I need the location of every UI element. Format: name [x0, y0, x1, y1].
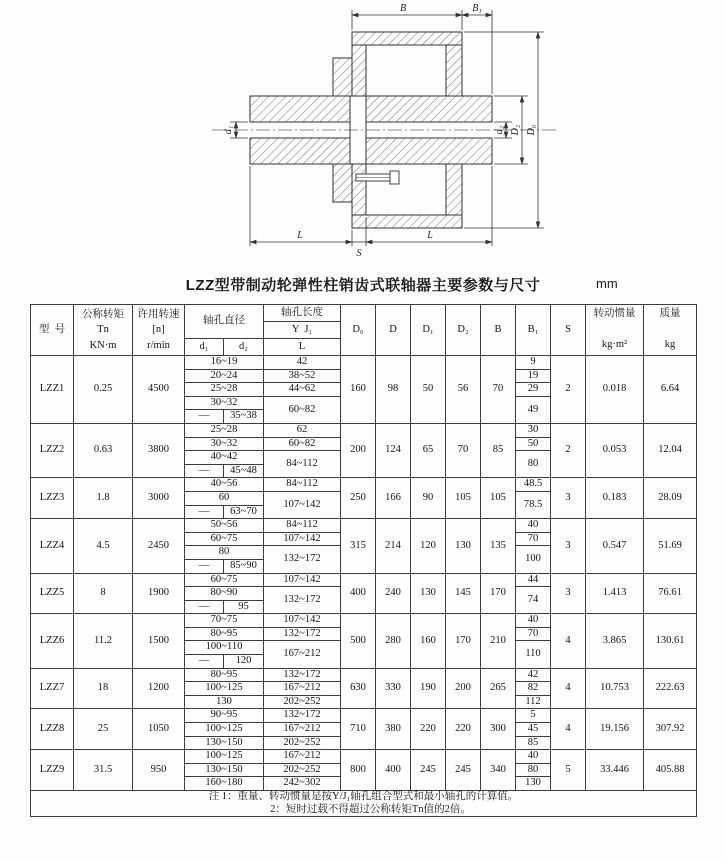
- speed-cell: 1050: [133, 709, 185, 750]
- B1-cell: 5: [516, 709, 551, 723]
- D-cell: 98: [376, 356, 411, 424]
- bore-range-cell: 30~32: [185, 437, 264, 451]
- dim-label-L-left: L: [297, 230, 303, 241]
- unit-label: mm: [596, 276, 618, 291]
- model-cell: LZZ1: [31, 356, 74, 424]
- length-cell: 42: [264, 356, 341, 370]
- D1-cell: 90: [411, 478, 446, 519]
- bore-range-cell: 90~95: [185, 709, 264, 723]
- D0-cell: 315: [341, 519, 376, 573]
- length-cell: 202~252: [264, 695, 341, 709]
- B1-cell: 78.5: [516, 491, 551, 518]
- D0-cell: 630: [341, 668, 376, 709]
- D1-cell: 190: [411, 668, 446, 709]
- bore-range-cell: 60~75: [185, 573, 264, 587]
- dim-label-B: B: [399, 3, 407, 14]
- dim-label-D0: D₀: [526, 124, 537, 136]
- torque-cell: 25: [74, 709, 133, 750]
- table-row: [31, 709, 697, 723]
- length-cell: 38~52: [264, 369, 341, 383]
- bore-range-cell: 16~19: [185, 356, 264, 370]
- col-header-d1: d₁: [185, 339, 224, 356]
- B-cell: 170: [481, 573, 516, 614]
- col-header-torque: [74, 305, 133, 356]
- bore-d1-cell: —: [185, 655, 224, 669]
- table-row: [31, 573, 697, 587]
- B-cell: 105: [481, 478, 516, 519]
- D2-cell: 105: [446, 478, 481, 519]
- B1-cell: 85: [516, 736, 551, 750]
- bore-d2-cell: 35~38: [224, 410, 264, 424]
- torque-cell: 18: [74, 668, 133, 709]
- length-cell: 107~142: [264, 614, 341, 628]
- length-cell: 167~212: [264, 641, 341, 668]
- length-cell: 84~112: [264, 451, 341, 478]
- bore-range-cell: 25~28: [185, 383, 264, 397]
- bore-range-cell: 160~180: [185, 777, 264, 791]
- dim-label-d2: d₂: [494, 125, 505, 135]
- bore-range-cell: 80~95: [185, 627, 264, 641]
- D1-cell: 220: [411, 709, 446, 750]
- dim-label-B1: B₁: [472, 3, 482, 14]
- bore-range-cell: 100~125: [185, 723, 264, 737]
- length-cell: 44~62: [264, 383, 341, 397]
- B1-cell: 130: [516, 777, 551, 791]
- bore-range-cell: 30~32: [185, 396, 264, 410]
- D2-cell: 145: [446, 573, 481, 614]
- D1-cell: 50: [411, 356, 446, 424]
- mass-cell: 51.69: [644, 519, 697, 573]
- col-header-D1: D₁: [411, 305, 446, 356]
- B-cell: 300: [481, 709, 516, 750]
- bore-d1-cell: —: [185, 464, 224, 478]
- length-cell: 84~112: [264, 519, 341, 533]
- dim-label-D2: D₂: [510, 124, 521, 136]
- B-cell: 265: [481, 668, 516, 709]
- B1-cell: 42: [516, 668, 551, 682]
- B1-cell: 110: [516, 641, 551, 668]
- D2-cell: 200: [446, 668, 481, 709]
- B1-cell: 40: [516, 519, 551, 533]
- technical-drawing: [0, 0, 726, 272]
- model-cell: LZZ2: [31, 423, 74, 477]
- S-cell: 5: [551, 750, 586, 791]
- B1-cell: 49: [516, 396, 551, 423]
- title-row: [0, 274, 726, 300]
- bore-range-cell: 100~125: [185, 750, 264, 764]
- mass-cell: 28.09: [644, 478, 697, 519]
- inertia-cell: 0.053: [586, 423, 644, 477]
- bore-range-cell: 130~150: [185, 736, 264, 750]
- table-row: [31, 519, 697, 533]
- B1-cell: 30: [516, 423, 551, 437]
- spec-table-body: [31, 356, 697, 791]
- dim-label-S: S: [356, 248, 362, 259]
- D-cell: 330: [376, 668, 411, 709]
- inertia-cell: 1.413: [586, 573, 644, 614]
- inertia-header-line: 转动惯量: [593, 308, 636, 319]
- bore-d2-cell: 45~48: [224, 464, 264, 478]
- bore-d1-cell: —: [185, 410, 224, 424]
- col-header-L: L: [264, 339, 341, 356]
- speed-cell: 1900: [133, 573, 185, 614]
- torque-cell: 1.8: [74, 478, 133, 519]
- bore-d2-cell: 63~70: [224, 505, 264, 519]
- D-cell: 280: [376, 614, 411, 668]
- torque-header-symbol: Tn: [97, 324, 109, 336]
- speed-header-symbol: [n]: [152, 324, 165, 336]
- col-header-B1: B₁: [516, 305, 551, 356]
- length-cell: 132~172: [264, 546, 341, 573]
- model-cell: LZZ3: [31, 478, 74, 519]
- inertia-cell: 19.156: [586, 709, 644, 750]
- B-cell: 135: [481, 519, 516, 573]
- dim-label-L-right: L: [427, 230, 433, 241]
- bore-range-cell: 100~110: [185, 641, 264, 655]
- length-cell: 107~142: [264, 532, 341, 546]
- model-cell: LZZ5: [31, 573, 74, 614]
- col-header-d2: d₂: [224, 339, 264, 356]
- col-header-mass: [644, 305, 697, 356]
- bore-d2-cell: 85~90: [224, 559, 264, 573]
- D0-cell: 710: [341, 709, 376, 750]
- S-cell: 4: [551, 668, 586, 709]
- table-row: [31, 614, 697, 628]
- bore-range-cell: 80~95: [185, 668, 264, 682]
- D-cell: 214: [376, 519, 411, 573]
- D0-cell: 160: [341, 356, 376, 424]
- B1-cell: 80: [516, 763, 551, 777]
- length-cell: 202~252: [264, 763, 341, 777]
- B1-cell: 40: [516, 614, 551, 628]
- speed-header-line: 许用转速: [137, 309, 180, 321]
- D2-cell: 245: [446, 750, 481, 791]
- length-cell: 167~212: [264, 682, 341, 696]
- torque-cell: 31.5: [74, 750, 133, 791]
- bore-d1-cell: —: [185, 505, 224, 519]
- drawing-area: [0, 0, 726, 272]
- length-cell: 62: [264, 423, 341, 437]
- dim-label-d1: d₁: [223, 125, 234, 135]
- S-cell: 2: [551, 423, 586, 477]
- speed-cell: 4500: [133, 356, 185, 424]
- S-cell: 2: [551, 356, 586, 424]
- speed-cell: 1200: [133, 668, 185, 709]
- B1-cell: 50: [516, 437, 551, 451]
- length-cell: 60~82: [264, 437, 341, 451]
- mass-header-unit: kg: [664, 339, 676, 351]
- table-row: [31, 668, 697, 682]
- table-row: [31, 356, 697, 370]
- length-cell: 167~212: [264, 723, 341, 737]
- mass-cell: 6.64: [644, 356, 697, 424]
- bore-range-cell: 25~28: [185, 423, 264, 437]
- length-cell: 132~172: [264, 627, 341, 641]
- bore-range-cell: 70~75: [185, 614, 264, 628]
- table-row: [31, 750, 697, 764]
- bore-range-cell: 80~90: [185, 587, 264, 601]
- speed-cell: 1500: [133, 614, 185, 668]
- col-header-D0: D₀: [341, 305, 376, 356]
- length-cell: 84~112: [264, 478, 341, 492]
- D0-cell: 200: [341, 423, 376, 477]
- mass-header-line: 质量: [659, 308, 681, 319]
- bore-d2-cell: 95: [224, 600, 264, 614]
- length-cell: 107~142: [264, 573, 341, 587]
- inertia-cell: 10.753: [586, 668, 644, 709]
- B1-cell: 82: [516, 682, 551, 696]
- S-cell: 3: [551, 573, 586, 614]
- B-cell: 70: [481, 356, 516, 424]
- speed-cell: 950: [133, 750, 185, 791]
- S-cell: 4: [551, 709, 586, 750]
- col-header-B: B: [481, 305, 516, 356]
- D-cell: 124: [376, 423, 411, 477]
- D0-cell: 500: [341, 614, 376, 668]
- D1-cell: 160: [411, 614, 446, 668]
- inertia-cell: 3.865: [586, 614, 644, 668]
- D1-cell: 130: [411, 573, 446, 614]
- D2-cell: 70: [446, 423, 481, 477]
- table-row: [31, 478, 697, 492]
- length-cell: 60~82: [264, 396, 341, 423]
- table-notes: [31, 791, 697, 817]
- D2-cell: 56: [446, 356, 481, 424]
- S-cell: 4: [551, 614, 586, 668]
- bore-range-cell: 50~56: [185, 519, 264, 533]
- length-cell: 202~252: [264, 736, 341, 750]
- length-cell: 132~172: [264, 709, 341, 723]
- col-header-inertia: [586, 305, 644, 356]
- length-cell: 132~172: [264, 668, 341, 682]
- S-cell: 3: [551, 519, 586, 573]
- bore-range-cell: 40~56: [185, 478, 264, 492]
- col-header-YJ1: Y J₁: [264, 322, 341, 339]
- B-cell: 85: [481, 423, 516, 477]
- D-cell: 400: [376, 750, 411, 791]
- page-title: LZZ型带制动轮弹性柱销齿式联轴器主要参数与尺寸: [185, 277, 541, 294]
- note-2: 2：短时过载不得超过公称转矩Tn值的2倍。: [270, 803, 471, 815]
- model-cell: LZZ4: [31, 519, 74, 573]
- col-header-model: 型 号: [31, 305, 74, 356]
- B1-cell: 74: [516, 587, 551, 614]
- col-header-speed: [133, 305, 185, 356]
- bore-d2-cell: 120: [224, 655, 264, 669]
- bore-range-cell: 60~75: [185, 532, 264, 546]
- inertia-header-unit: kg·m²: [601, 339, 628, 351]
- inertia-cell: 0.547: [586, 519, 644, 573]
- bore-range-cell: 40~42: [185, 451, 264, 465]
- torque-cell: 0.63: [74, 423, 133, 477]
- D1-cell: 65: [411, 423, 446, 477]
- D-cell: 240: [376, 573, 411, 614]
- B1-cell: 45: [516, 723, 551, 737]
- note-1: 注 1：重量、转动惯量是按Y/J₁轴孔组合型式和最小轴孔的计算值。: [208, 791, 519, 802]
- mass-cell: 76.61: [644, 573, 697, 614]
- D1-cell: 245: [411, 750, 446, 791]
- bore-d1-cell: —: [185, 559, 224, 573]
- table-row: [31, 423, 697, 437]
- length-cell: 242~302: [264, 777, 341, 791]
- torque-cell: 11.2: [74, 614, 133, 668]
- bore-range-cell: 80: [185, 546, 264, 560]
- bore-d1-cell: —: [185, 600, 224, 614]
- bore-range-cell: 20~24: [185, 369, 264, 383]
- B-cell: 340: [481, 750, 516, 791]
- B1-cell: 112: [516, 695, 551, 709]
- col-header-D: D: [376, 305, 411, 356]
- D0-cell: 250: [341, 478, 376, 519]
- D1-cell: 120: [411, 519, 446, 573]
- mass-cell: 222.63: [644, 668, 697, 709]
- B1-cell: 70: [516, 627, 551, 641]
- inertia-cell: 33.446: [586, 750, 644, 791]
- speed-cell: 3000: [133, 478, 185, 519]
- B1-cell: 29: [516, 383, 551, 397]
- B1-cell: 48.5: [516, 478, 551, 492]
- D0-cell: 400: [341, 573, 376, 614]
- D2-cell: 220: [446, 709, 481, 750]
- B1-cell: 9: [516, 356, 551, 370]
- model-cell: LZZ9: [31, 750, 74, 791]
- mass-cell: 307.92: [644, 709, 697, 750]
- speed-header-unit: r/min: [147, 339, 170, 351]
- D-cell: 166: [376, 478, 411, 519]
- B1-cell: 40: [516, 750, 551, 764]
- col-header-bore-length: 轴孔长度: [264, 305, 341, 322]
- D2-cell: 170: [446, 614, 481, 668]
- B1-cell: 80: [516, 451, 551, 478]
- col-header-bore-diameter: 轴孔直径: [185, 305, 264, 339]
- bore-range-cell: 130~150: [185, 763, 264, 777]
- speed-cell: 2450: [133, 519, 185, 573]
- torque-cell: 8: [74, 573, 133, 614]
- S-cell: 3: [551, 478, 586, 519]
- length-cell: 107~142: [264, 491, 341, 518]
- model-cell: LZZ8: [31, 709, 74, 750]
- inertia-cell: 0.183: [586, 478, 644, 519]
- col-header-S: S: [551, 305, 586, 356]
- B1-cell: 19: [516, 369, 551, 383]
- bore-range-cell: 60: [185, 491, 264, 505]
- D2-cell: 130: [446, 519, 481, 573]
- length-cell: 167~212: [264, 750, 341, 764]
- B1-cell: 44: [516, 573, 551, 587]
- torque-header-line: 公称转矩: [82, 309, 124, 321]
- bore-range-cell: 130: [185, 695, 264, 709]
- inertia-cell: 0.018: [586, 356, 644, 424]
- length-cell: 132~172: [264, 587, 341, 614]
- B1-cell: 70: [516, 532, 551, 546]
- mass-cell: 405.88: [644, 750, 697, 791]
- torque-header-unit: KN·m: [89, 339, 117, 351]
- D0-cell: 800: [341, 750, 376, 791]
- B1-cell: 100: [516, 546, 551, 573]
- speed-cell: 3800: [133, 423, 185, 477]
- mass-cell: 12.04: [644, 423, 697, 477]
- spec-table: [30, 304, 697, 817]
- B-cell: 210: [481, 614, 516, 668]
- col-header-D2: D₂: [446, 305, 481, 356]
- D-cell: 380: [376, 709, 411, 750]
- torque-cell: 0.25: [74, 356, 133, 424]
- model-cell: LZZ6: [31, 614, 74, 668]
- torque-cell: 4.5: [74, 519, 133, 573]
- model-cell: LZZ7: [31, 668, 74, 709]
- mass-cell: 130.61: [644, 614, 697, 668]
- bore-range-cell: 100~125: [185, 682, 264, 696]
